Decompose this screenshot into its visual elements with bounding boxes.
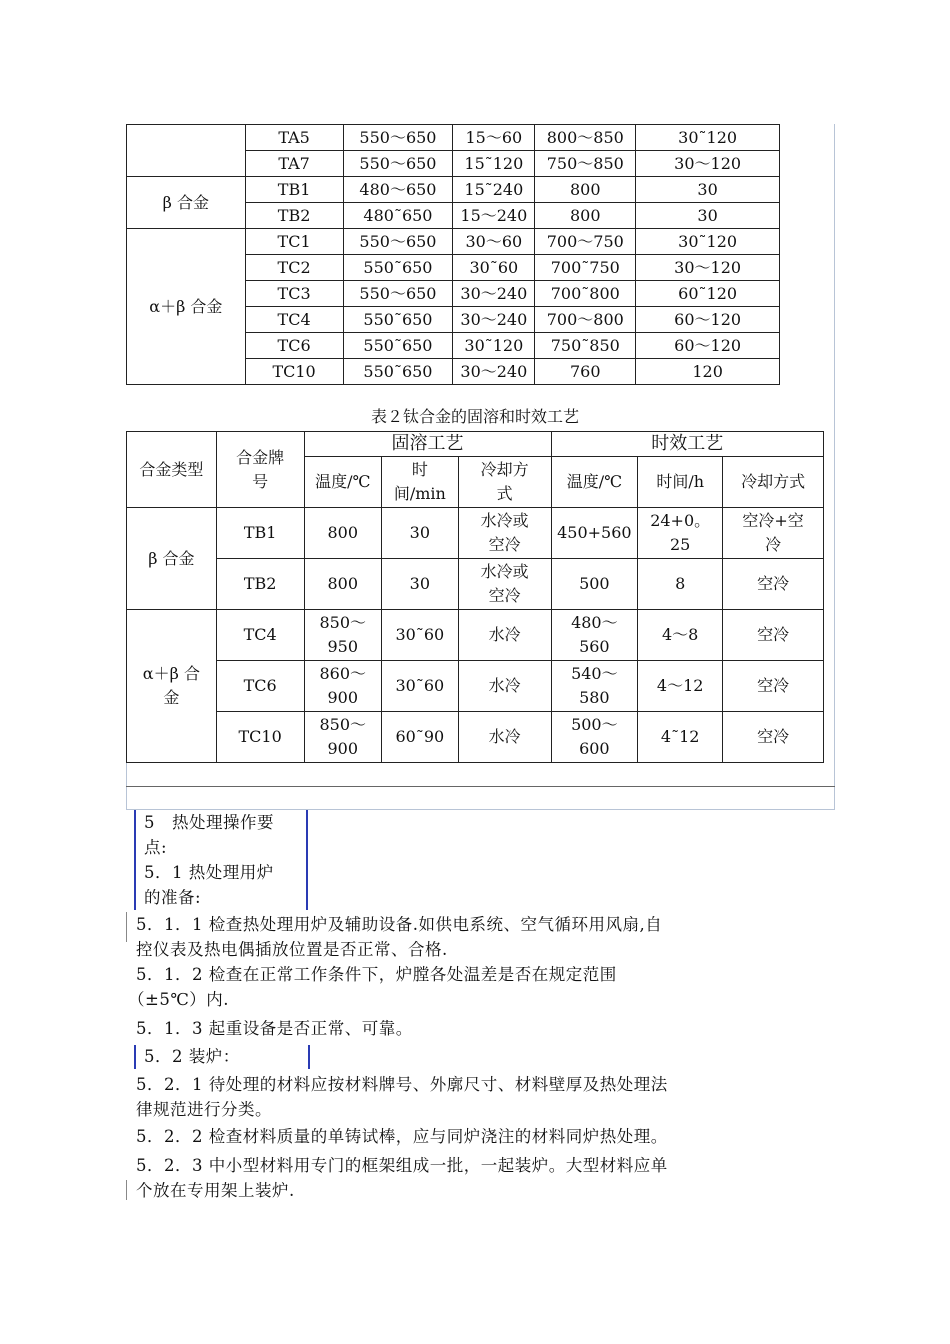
value-cell: 8 [638,559,723,610]
col-header-type: 合金类型 [127,432,217,508]
aging-table-continued [126,124,780,385]
section-heading: 5．2 装炉： [144,1047,240,1066]
grade-cell: TC4 [245,307,343,333]
value-cell: 800～850 [535,125,636,151]
value-cell: 4～8 [638,610,723,661]
value-cell: 850～900 [304,712,381,763]
section-5-heading-box [134,810,308,910]
table-row [127,125,780,151]
table-row [127,559,824,610]
value-cell: 700˜800 [535,281,636,307]
value-cell: 480˜650 [343,203,453,229]
value-cell: 500 [551,559,638,610]
paragraph-line: 律规范进行分类。 [136,1100,272,1119]
table-row [127,712,824,763]
value-cell: 30～240 [453,359,535,385]
value-cell: 800 [535,203,636,229]
col-header-aging: 时效工艺 [551,432,824,457]
value-cell: 30 [381,508,458,559]
value-cell: 水冷或空冷 [458,508,551,559]
value-cell: 30˜60 [381,610,458,661]
value-cell: 550˜650 [343,333,453,359]
grade-cell: TB2 [245,203,343,229]
section-5-2-heading-box [134,1045,310,1069]
value-cell: 760 [535,359,636,385]
grade-cell: TA7 [245,151,343,177]
value-cell: 空冷 [723,610,824,661]
value-cell: 30˜60 [453,255,535,281]
value-cell: 800 [304,508,381,559]
paragraph-line: 5．2．1 待处理的材料应按材料牌号、外廓尺寸、材料壁厚及热处理法 [136,1075,668,1094]
value-cell: 水冷或空冷 [458,559,551,610]
value-cell: 450+560 [551,508,638,559]
section-heading: 5 热处理操作要 [144,813,274,832]
value-cell: 15～240 [453,203,535,229]
value-cell: 15～60 [453,125,535,151]
table-row [127,177,780,203]
value-cell: 800 [535,177,636,203]
value-cell: 550～650 [343,125,453,151]
value-cell: 水冷 [458,610,551,661]
value-cell: 480～560 [551,610,638,661]
col-header-solution: 固溶工艺 [304,432,551,457]
col-header-aging-cooling: 冷却方式 [723,457,824,508]
value-cell: 550˜650 [343,307,453,333]
value-cell: 60˜120 [636,281,780,307]
table-row [127,661,824,712]
solution-aging-table [126,431,824,763]
alloy-type-cell: β 合金 [127,508,217,610]
table-row [127,610,824,661]
grade-cell: TC6 [216,661,304,712]
value-cell: 4˜12 [638,712,723,763]
section-heading: 点: [144,838,168,857]
alloy-type-cell: α＋β 合金 [127,610,217,763]
paragraph-line: 5．1．2 检查在正常工作条件下，炉膛各处温差是否在规定范围 [136,965,617,984]
col-header-aging-temp: 温度/℃ [551,457,638,508]
value-cell: 水冷 [458,712,551,763]
paragraph-left-marker [126,912,127,942]
value-cell: 800 [304,559,381,610]
paragraph-line: 5．1．3 起重设备是否正常、可靠。 [136,1019,413,1038]
col-header-solution-time: 时间/min [381,457,458,508]
value-cell: 750˜850 [535,333,636,359]
value-cell: 750～850 [535,151,636,177]
value-cell: 480～650 [343,177,453,203]
frame-left-line [126,760,127,810]
value-cell: 15˜120 [453,151,535,177]
section-heading: 5．1 热处理用炉 [144,863,274,882]
grade-cell: TC2 [245,255,343,281]
value-cell: 30～240 [453,281,535,307]
value-cell: 550～650 [343,281,453,307]
paragraph-left-marker [126,1180,127,1200]
paragraph-line: （±5℃）内. [128,990,230,1009]
paragraph-line: 个放在专用架上装炉. [136,1181,295,1200]
grade-cell: TC3 [245,281,343,307]
col-header-grade: 合金牌号 [216,432,304,508]
value-cell: 550～650 [343,151,453,177]
grade-cell: TB1 [245,177,343,203]
value-cell: 860～900 [304,661,381,712]
grade-cell: TA5 [245,125,343,151]
value-cell: 60～120 [636,307,780,333]
value-cell: 500～600 [551,712,638,763]
value-cell: 空冷 [723,559,824,610]
col-header-solution-cooling: 冷却方式 [458,457,551,508]
alloy-type-cell [127,125,246,177]
value-cell: 水冷 [458,661,551,712]
value-cell: 空冷 [723,661,824,712]
paragraph-line: 5．2．3 中小型材料用专门的框架组成一批，一起装炉。大型材料应单 [136,1156,668,1175]
value-cell: 850～950 [304,610,381,661]
value-cell: 700˜750 [535,255,636,281]
value-cell: 空冷+空冷 [723,508,824,559]
value-cell: 24+0。25 [638,508,723,559]
value-cell: 30 [381,559,458,610]
value-cell: 4～12 [638,661,723,712]
col-header-solution-temp: 温度/℃ [304,457,381,508]
frame-divider-1 [126,786,835,787]
value-cell: 空冷 [723,712,824,763]
value-cell: 15˜240 [453,177,535,203]
grade-cell: TC4 [216,610,304,661]
section-heading: 的准备: [144,888,202,907]
value-cell: 700～800 [535,307,636,333]
value-cell: 550˜650 [343,359,453,385]
paragraph-line: 控仪表及热电偶插放位置是否正常、合格. [136,940,448,959]
frame-right-line [834,124,835,810]
value-cell: 30˜120 [453,333,535,359]
value-cell: 550˜650 [343,255,453,281]
table-row [127,508,824,559]
grade-cell: TC10 [245,359,343,385]
grade-cell: TC6 [245,333,343,359]
value-cell: 60～120 [636,333,780,359]
table-row [127,229,780,255]
value-cell: 700～750 [535,229,636,255]
col-header-aging-time: 时间/h [638,457,723,508]
table-header-row [127,432,824,457]
value-cell: 540～580 [551,661,638,712]
value-cell: 550～650 [343,229,453,255]
grade-cell: TB1 [216,508,304,559]
grade-cell: TC1 [245,229,343,255]
table-caption: 表２钛合金的固溶和时效工艺 [370,407,579,426]
value-cell: 30～240 [453,307,535,333]
value-cell: 30～120 [636,151,780,177]
value-cell: 30 [636,203,780,229]
alloy-type-cell: β 合金 [127,177,246,229]
paragraph-line: 5．2．2 检查材料质量的单铸试棒，应与同炉浇注的材料同炉热处理。 [136,1127,668,1146]
value-cell: 30˜120 [636,125,780,151]
paragraph-line: 5．1．1 检查热处理用炉及辅助设备.如供电系统、空气循环用风扇,自 [136,915,663,934]
value-cell: 30 [636,177,780,203]
value-cell: 30～60 [453,229,535,255]
value-cell: 30˜60 [381,661,458,712]
value-cell: 60˜90 [381,712,458,763]
value-cell: 30˜120 [636,229,780,255]
value-cell: 30～120 [636,255,780,281]
grade-cell: TC10 [216,712,304,763]
value-cell: 120 [636,359,780,385]
grade-cell: TB2 [216,559,304,610]
alloy-type-cell: α＋β 合金 [127,229,246,385]
